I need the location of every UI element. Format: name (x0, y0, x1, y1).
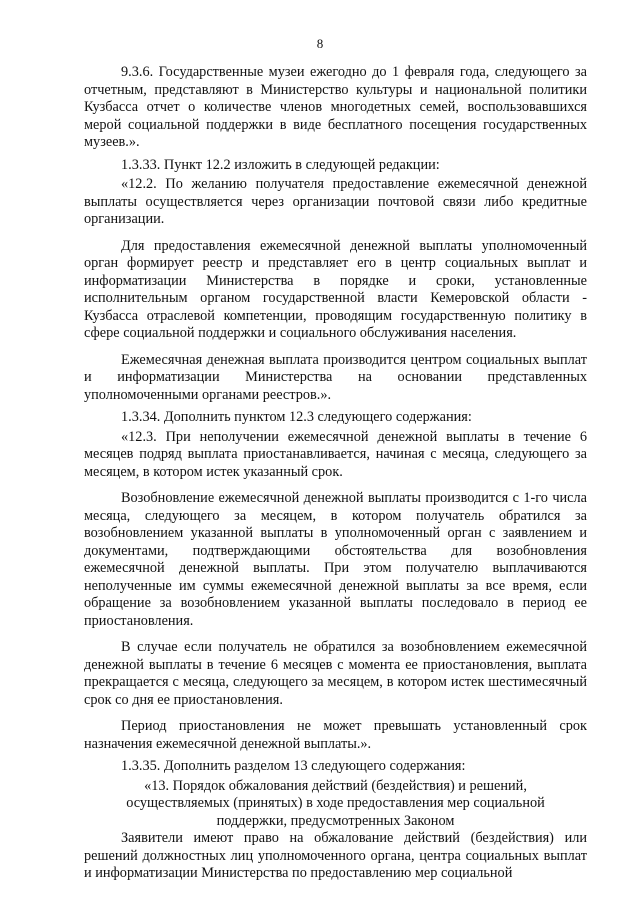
section-heading-line-1: «13. Порядок обжалования действий (бездействия) и решений, (144, 777, 527, 794)
paragraph-1-3-34: 1.3.34. Дополнить пунктом 12.3 следующего содержания: (121, 409, 472, 425)
page-number: 8 (316, 36, 324, 51)
paragraph-12-3: «12.3. При неполучении ежемесячной денежной выплаты в течение 6 месяцев подряд выплата приостанавливается, начиная с месяца, следующего за месяцем, в котором истек указанный срок. (84, 428, 587, 480)
paragraph-1-3-35: 1.3.35. Дополнить разделом 13 следующего содержания: (121, 758, 466, 774)
section-heading-line-3: поддержки, предусмотренных Законом (216, 812, 455, 829)
paragraph-9-3-6: 9.3.6. Государственные музеи ежегодно до 1 февраля года, следующего за отчетным, представляют в Министерство культуры и национальной политики Кузбасса отчет о количестве членов многодетных семей, воспользовавшихся мерой социальной поддержки в виде бесплатного посещения государственных музеев.». (84, 64, 587, 150)
paragraph-termination: В случае если получатель не обратился за возобновлением ежемесячной денежной выплаты в течение 6 месяцев с момента ее приостановления, выплата прекращается с месяца, следующего за месяцем, в котором истек шестимесячный срок со дня ее приостановления. (84, 639, 587, 708)
paragraph-payment-center: Ежемесячная денежная выплата производится центром социальных выплат и информатизации Министерства на основании представленных уполномоченными органами реестров.». (84, 351, 587, 403)
paragraph-suspension-period: Период приостановления не может превышать установленный срок назначения ежемесячной денежной выплаты.». (84, 718, 587, 752)
section-heading-line-2: осуществляемых (принятых) в ходе предоставления мер социальной (126, 795, 545, 811)
paragraph-12-2: «12.2. По желанию получателя предоставление ежемесячной денежной выплаты осуществляется через организации почтовой связи либо кредитные организации. (84, 176, 587, 227)
paragraph-1-3-33: 1.3.33. Пункт 12.2 изложить в следующей редакции: (121, 156, 440, 173)
section-13-heading (84, 778, 587, 831)
paragraph-registry: Для предоставления ежемесячной денежной выплаты уполномоченный орган формирует реестр и представляет его в центр социальных выплат и информатизации Министерства в порядке и сроки, установленные исполнительным органом государственной власти Кемеровской области - Кузбасса отраслевой компетенции, проводящим государственную политику в сфере социальной поддержки и социального обслуживания населения. (84, 237, 587, 341)
paragraph-resumption: Возобновление ежемесячной денежной выплаты производится с 1-го числа месяца, следующего за месяцем, в котором получатель обратился за возобновлением указанной выплаты в уполномоченный орган с заявлением и документами, подтверждающими обстоятельства для возобновления ежемесячной денежной выплаты. При этом получателю выплачиваются неполученные им суммы ежемесячной денежной выплаты за все время, если обращение за возобновлением указанной выплаты последовало в период ее приостановления. (84, 490, 587, 629)
document-body (84, 64, 587, 885)
paragraph-appeal-rights: Заявители имеют право на обжалование действий (бездействия) или решений должностных лиц уполномоченного органа, центра социальных выплат и информатизации Министерства по предоставлению мер социальной (84, 830, 587, 881)
